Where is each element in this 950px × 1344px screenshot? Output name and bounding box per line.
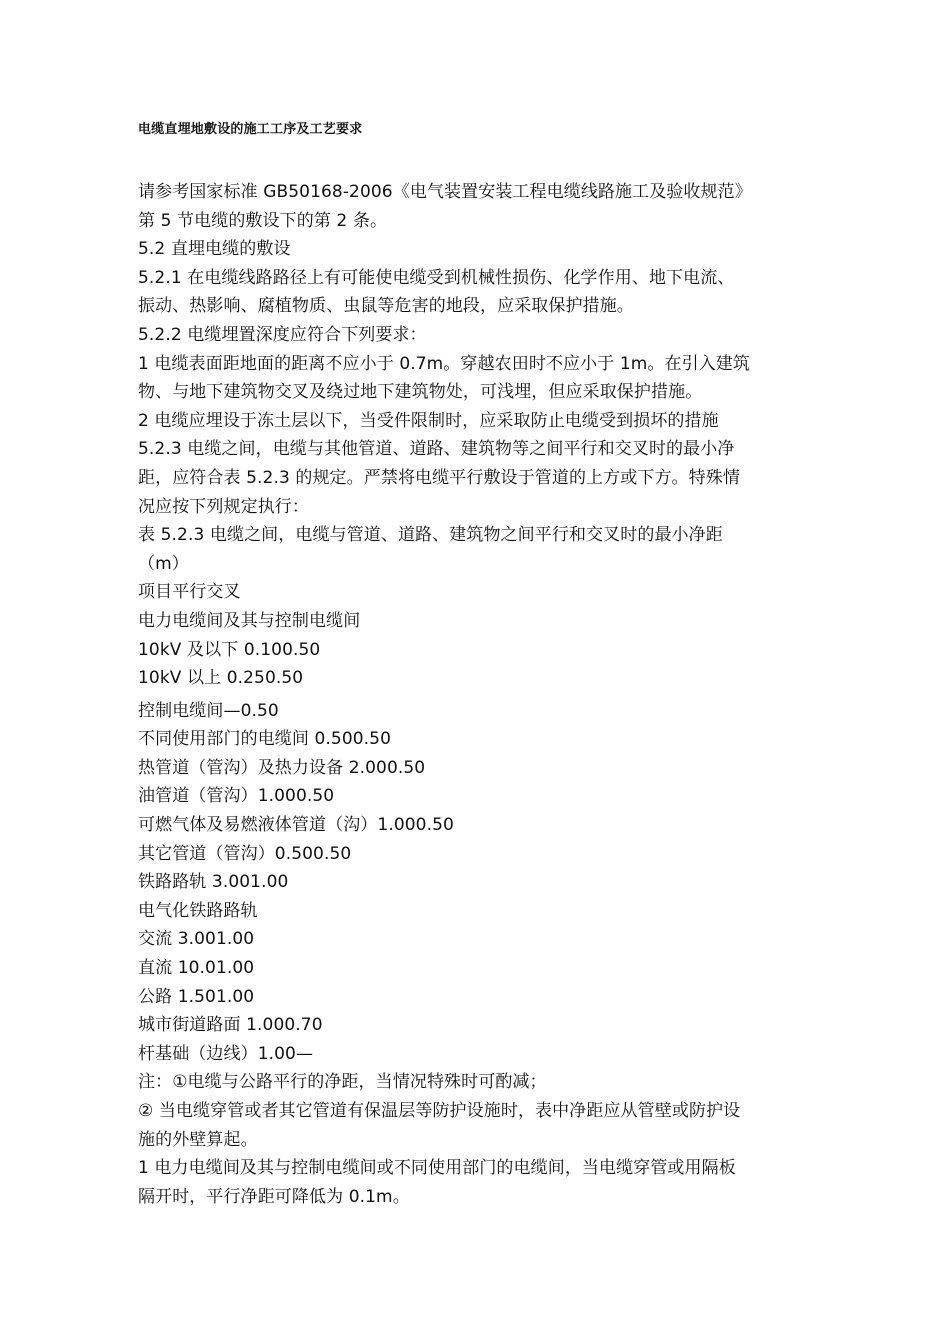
body-line: 1 电力电缆间及其与控制电缆间或不同使用部门的电缆间，当电缆穿管或用隔板 (138, 1158, 736, 1179)
table-row: 直流 10.01.00 (138, 958, 255, 979)
table-header: 项目平行交叉 (138, 582, 241, 603)
note-line: 施的外壁算起。 (138, 1129, 258, 1150)
document-body (138, 178, 818, 1211)
body-line: 5.2.2 电缆埋置深度应符合下列要求： (138, 324, 427, 345)
body-line: 距，应符合表 5.2.3 的规定。严禁将电缆平行敷设于管道的上方或下方。特殊情 (138, 467, 740, 488)
table-row: 铁路路轨 3.001.00 (138, 872, 289, 893)
table-row: 杆基础（边线）1.00— (138, 1043, 314, 1064)
table-row: 10kV 以上 0.250.50 (138, 668, 304, 689)
body-line: 请参考国家标准 GB50168-2006《电气装置安装工程电缆线路施工及验收规范》 (138, 182, 752, 202)
table-row: 其它管道（管沟）0.500.50 (138, 843, 352, 864)
table-row: 交流 3.001.00 (138, 929, 255, 950)
body-line: 隔开时，平行净距可降低为 0.1m。 (138, 1186, 410, 1207)
table-row: 不同使用部门的电缆间 0.500.50 (138, 729, 392, 750)
table-row: 城市街道路面 1.000.70 (138, 1015, 323, 1036)
body-line: 振动、热影响、腐植物质、虫鼠等危害的地段，应采取保护措施。 (138, 296, 634, 317)
body-line: 第 5 节电缆的敷设下的第 2 条。 (138, 210, 388, 231)
table-caption: 表 5.2.3 电缆之间，电缆与管道、道路、建筑物之间平行和交叉时的最小净距 (138, 525, 723, 546)
document-title: 电缆直埋地敷设的施工工序及工艺要求 (138, 122, 363, 137)
body-line: 1 电缆表面距地面的距离不应小于 0.7m。穿越农田时不应小于 1m。在引入建筑 (138, 353, 750, 374)
table-row: 热管道（管沟）及热力设备 2.000.50 (138, 757, 426, 778)
table-row: 公路 1.501.00 (138, 986, 255, 1007)
table-caption-unit: （m） (138, 553, 189, 574)
note-line: 注：①电缆与公路平行的净距，当情况特殊时可酌减； (138, 1072, 547, 1093)
table-row: 电气化铁路路轨 (138, 900, 258, 921)
section-heading: 5.2 直埋电缆的敷设 (138, 239, 291, 260)
body-line: 5.2.3 电缆之间，电缆与其他管道、道路、建筑物等之间平行和交叉时的最小净 (138, 439, 735, 460)
table-row: 10kV 及以下 0.100.50 (138, 639, 321, 660)
table-row: 控制电缆间—0.50 (138, 700, 279, 721)
body-line: 物、与地下建筑物交叉及绕过地下建筑物处，可浅埋，但应采取保护措施。 (138, 382, 703, 403)
note-line: ② 当电缆穿管或者其它管道有保温层等防护设施时，表中净距应从管壁或防护设 (138, 1101, 741, 1121)
body-line: 5.2.1 在电缆线路路径上有可能使电缆受到机械性损伤、化学作用、地下电流、 (138, 267, 735, 288)
table-row: 可燃气体及易燃液体管道（沟）1.000.50 (138, 815, 454, 836)
table-row: 油管道（管沟）1.000.50 (138, 786, 335, 807)
table-row: 电力电缆间及其与控制电缆间 (138, 610, 361, 631)
body-line: 况应按下列规定执行： (138, 496, 309, 517)
body-line: 2 电缆应埋设于冻土层以下，当受件限制时，应采取防止电缆受到损坏的措施 (138, 410, 719, 431)
